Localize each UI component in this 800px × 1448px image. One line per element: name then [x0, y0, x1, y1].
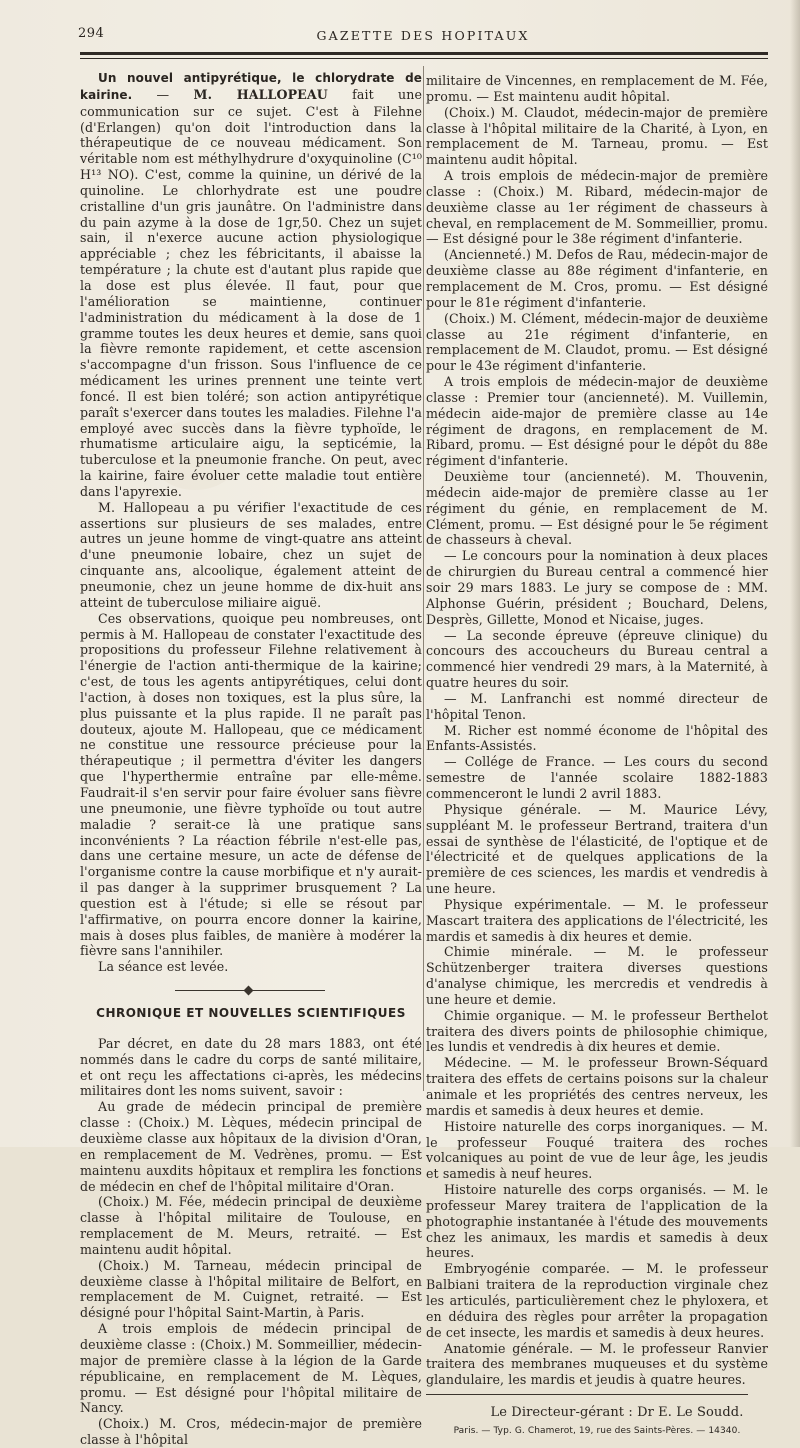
journal-title: GAZETTE DES HOPITAUX — [316, 28, 530, 43]
article-paragraph: A trois emplois de médecin-major de première classe : (Choix.) M. Ribard, médecin-major de deuxième classe au 1er régiment de chasseurs à cheval, en remplacement de M. Sommeillier, promu. — Est désigné pour le 38e régiment d'infanterie. — [426, 168, 768, 247]
news-item: — La seconde épreuve (épreuve clinique) du concours des accoucheurs du Bureau central a commencé hier vendredi 29 mars, à la Maternité, à quatre heures du soir. — [426, 627, 768, 691]
course-listing: Médecine. — M. le professeur Brown-Séquard traitera des effets de certains poisons sur la chaleur animale et les propriétés des centres nerveux, les mardis et samedis à deux heures et demie. — [426, 1055, 768, 1118]
article-paragraph: Au grade de médecin principal de première classe : (Choix.) M. Lèques, médecin principal de deuxième classe aux hôpitaux de la division d'Oran, en remplacement de M. Vedrènes, promu. — Est maintenu auxdits hôpitaux et remplira les fonctions de médecin en chef de l'hôpital militaire d'Oran. — [80, 1099, 422, 1194]
article-paragraph: (Choix.) M. Claudot, médecin-major de première classe à l'hôpital militaire de la Charité, à Lyon, en remplacement de M. Tarneau, promu. — Est maintenu audit hôpital. — [426, 104, 768, 168]
article-paragraph: La séance est levée. — [98, 959, 229, 975]
article-paragraph: Par décret, en date du 28 mars 1883, ont été nommés dans le cadre du corps de santé militaire, et ont reçu les affectations ci-après, les médecins militaires dont les noms suivent, savoir : — [80, 1035, 422, 1099]
course-listing: Physique expérimentale. — M. le professeur Mascart traitera des applications de l'électricité, les mardis et samedis à dix heures et demie. — [426, 896, 768, 944]
article-paragraph: (Choix.) M. Tarneau, médecin principal de deuxième classe à l'hôpital militaire de Belfort, en remplacement de M. Cuignet, retraité. — Est désigné pour l'hôpital Saint-Martin, à Paris. — [80, 1257, 422, 1321]
course-listing: Embryogénie comparée. — M. le professeur Balbiani traitera de la reproduction virginale chez les articulés, particulièrement chez le phyloxera, et en déduira des règles pour arrêter la propagation de cet insecte, les mardis et samedis à deux heures. — [426, 1261, 768, 1340]
article-paragraph: (Ancienneté.) M. Defos de Rau, médecin-major de deuxième classe au 88e régiment d'infanterie, en remplacement de M. Cros, promu. — Est désigné pour le 81e régiment d'infanterie. — [426, 247, 768, 310]
news-item: — Collége de France. — Les cours du second semestre de l'année scolaire 1882-1883 commenceront le lundi 2 avril 1883. — [426, 754, 768, 801]
dash: — — [132, 86, 194, 102]
course-listing: Histoire naturelle des corps organisés. — M. le professeur Marey traitera de l'application de la photographie instantanée à l'étude des mouvements chez les animaux, les mardis et samedis à deux heures. — [426, 1182, 768, 1261]
paragraph-text: fait une communication sur ce sujet. C'est à Filehne (d'Erlangen) qu'on doit l'introduction dans la thérapeutique de ce nouveau médicament. Son véritable nom est méthylhydrure d'oxyquinoline (C¹⁰ H¹³ NO). C'est, comme la quinine, un dérivé de la quinoline. Le chlorhydrate est une poudre cristalline d'un gris jaunâtre. On l'administre dans du pain azyme à la dose de 1gr,50. Chez un sujet sain, il n'exerce aucune action physiologique appréciable ; chez les fébricitants, il abaisse la température ; la chute est d'autant plus rapide que la dose est plus élevée. Il faut, pour que l'amélioration se maintienne, continuer l'administration du médicament à la dose de 1 gramme toutes les deux heures et demie, sans quoi la fièvre remonte rapidement, et cette ascension s'accompagne d'un frisson. Sous l'influence de ce médicament les urines prennent une teinte vert foncé. Il est bien toléré; son action antipyrétique paraît s'exercer dans toutes les maladies. Filehne l'a employé avec succès dans la fièvre typhoïde, le rhumatisme articulaire aigu, la septicémie, la tuberculose et la pneumonie franche. On peut, avec la kairine, faire évoluer cette maladie tout entière dans l'apyrexie. — [80, 86, 422, 499]
header-rule — [80, 52, 768, 55]
article-title: Un nouvel antipyrétique, le chlorydrate de kairine. — [80, 71, 422, 102]
page-header — [78, 22, 768, 44]
page-edge-shadow — [790, 0, 800, 1147]
signature-rule — [426, 1394, 748, 1395]
left-column — [80, 70, 422, 1448]
course-listing: Chimie minérale. — M. le professeur Schützenberger traitera diverses questions d'analyse chimique, les mercredis et vendredis à une heure et demie. — [426, 944, 768, 1007]
course-listing: Chimie organique. — M. le professeur Berthelot traitera des divers points de philosophie chimique, les lundis et vendredis à dix heures et demie. — [426, 1007, 768, 1055]
column-divider — [423, 66, 424, 1091]
article-paragraph — [80, 70, 422, 500]
article-paragraph: A trois emplois de médecin principal de deuxième classe : (Choix.) M. Sommeillier, médecin-major de première classe à la légion de la Garde républicaine, en remplacement de M. Lèques, promu. — Est désigné pour l'hôpital militaire de Nancy. — [80, 1321, 422, 1416]
editor-signature: Le Directeur-gérant : Dr E. Le Soudd. — [490, 1405, 744, 1421]
author-name: M. HALLOPEAU — [193, 86, 328, 102]
news-item: — Le concours pour la nomination à deux places de chirurgien du Bureau central a commencé hier soir 29 mars 1883. Le jury se compose de : MM. Alphonse Guérin, président ; Bouchard, Delens, Desprès, Gillette, Monod et Nicaise, juges. — [426, 548, 768, 627]
course-listing: Physique générale. — M. Maurice Lévy, suppléant M. le professeur Bertrand, traitera d'un essai de synthèse de l'élasticité, de l'optique et de l'électricité et de quelques applications de la première de ces sciences, les mardis et vendredis à une heure. — [426, 801, 768, 897]
section-heading: CHRONIQUE ET NOUVELLES SCIENTIFIQUES — [96, 1006, 406, 1021]
section-separator — [80, 982, 422, 1000]
news-item: — M. Lanfranchi est nommé directeur de l'hôpital Tenon. — [426, 690, 768, 722]
article-paragraph: (Choix.) M. Cros, médecin-major de première classe à l'hôpital — [80, 1416, 422, 1448]
printer-imprint: Paris. — Typ. G. Chamerot, 19, rue des Saints-Pères. — 14340. — [453, 1425, 741, 1436]
article-paragraph: (Choix.) M. Clément, médecin-major de deuxième classe au 21e régiment d'infanterie, en remplacement de M. Claudot, promu. — Est désigné pour le 43e régiment d'infanterie. — [426, 310, 768, 374]
article-paragraph: A trois emplois de médecin-major de deuxième classe : Premier tour (ancienneté). M. Vuillemin, médecin aide-major de première classe au 14e régiment de dragons, en remplacement de M. Ribard, promu. — Est désigné pour le dépôt du 88e régiment d'infanterie. — [426, 374, 768, 469]
article-paragraph: Ces observations, quoique peu nombreuses, ont permis à M. Hallopeau de constater l'exactitude des propositions du professeur Filehne relativement à l'énergie de l'action anti-thermique de la kairine; c'est, de tous les agents antipyrétiques, celui dont l'action, à doses non toxiques, est la plus sûre, la plus puissante et la plus rapide. Il ne paraît pas douteux, ajoute M. Hallopeau, que ce médicament ne constitue une ressource précieuse pour la thérapeutique ; il permettra d'éviter les dangers que l'hyperthermie entraîne par elle-même. Faudrait-il s'en servir pour faire évoluer sans fièvre une pneumonie, une fièvre typhoïde ou tout autre maladie ? serait-ce là une pratique sans inconvénients ? La réaction fébrile n'est-elle pas, dans une certaine mesure, un acte de défense de l'organisme contre la cause morbifique et n'y aurait-il pas danger à la supprimer brusquement ? La question est à l'étude; si elle se résout par l'affirmative, on pourra encore donner la kairine, mais à doses plus faibles, de manière à modérer la fièvre sans l'annihiler. — [80, 610, 422, 959]
right-column — [426, 73, 768, 1440]
article-paragraph: Deuxième tour (ancienneté). M. Thouvenin, médecin aide-major de première classe au 1er régiment du génie, en remplacement de M. Clément, promu. — Est désigné pour le 5e régiment de chasseurs à cheval. — [426, 469, 768, 548]
separator-ornament — [244, 986, 254, 996]
article-paragraph: militaire de Vincennes, en remplacement de M. Fée, promu. — Est maintenu audit hôpital. — [426, 73, 768, 104]
article-paragraph: (Choix.) M. Fée, médecin principal de deuxième classe à l'hôpital militaire de Toulouse, en remplacement de M. Meurs, retraité. — Est maintenu audit hôpital. — [80, 1194, 422, 1257]
page-number: 294 — [78, 26, 105, 41]
header-rule-thin — [80, 58, 768, 59]
course-listing: Histoire naturelle des corps inorganiques. — M. le professeur Fouqué traitera des roches volcaniques au point de vue de leur âge, les jeudis et samedis à neuf heures. — [426, 1118, 768, 1182]
article-paragraph: M. Hallopeau a pu vérifier l'exactitude de ces assertions sur plusieurs de ses malades, entre autres un jeune homme de vingt-quatre ans atteint d'une pneumonie lobaire, chez un sujet de cinquante ans, alcoolique, également atteint de pneumonie, chez un jeune homme de dix-huit ans atteint de tuberculose miliaire aiguë. — [80, 499, 422, 610]
news-item: M. Richer est nommé économe de l'hôpital des Enfants-Assistés. — [426, 722, 768, 754]
course-listing: Anatomie générale. — M. le professeur Ranvier traitera des membranes muqueuses et du système glandulaire, les mardis et jeudis à quatre heures. — [426, 1340, 768, 1388]
